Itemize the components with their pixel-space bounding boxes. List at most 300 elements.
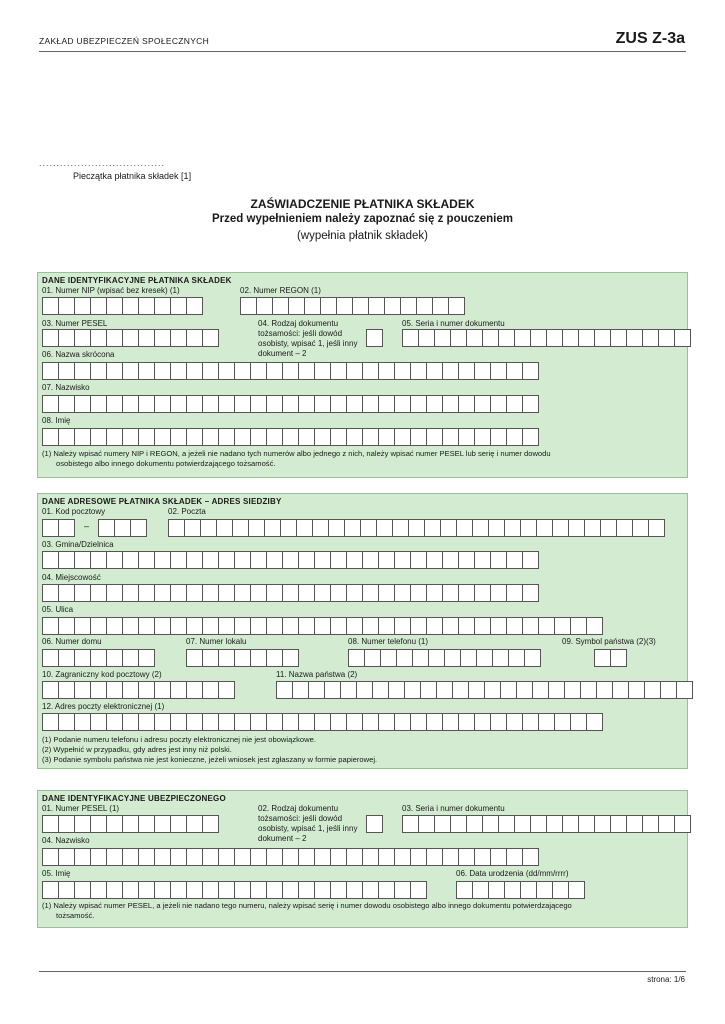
char-cell[interactable] — [90, 584, 106, 602]
char-cell[interactable] — [410, 713, 426, 731]
char-cell[interactable] — [380, 649, 396, 667]
char-cell[interactable] — [106, 362, 122, 380]
char-cell[interactable] — [436, 681, 452, 699]
char-cell[interactable] — [234, 551, 250, 569]
char-cell[interactable] — [490, 848, 506, 866]
short-name-input[interactable] — [42, 362, 539, 380]
char-cell[interactable] — [498, 815, 514, 833]
char-cell[interactable] — [426, 395, 442, 413]
char-cell[interactable] — [404, 681, 420, 699]
char-cell[interactable] — [362, 395, 378, 413]
char-cell[interactable] — [442, 713, 458, 731]
char-cell[interactable] — [218, 551, 234, 569]
char-cell[interactable] — [168, 519, 184, 537]
char-cell[interactable] — [218, 713, 234, 731]
char-cell[interactable] — [74, 848, 90, 866]
char-cell[interactable] — [506, 362, 522, 380]
char-cell[interactable] — [594, 649, 610, 667]
char-cell[interactable] — [658, 329, 674, 347]
char-cell[interactable] — [314, 848, 330, 866]
char-cell[interactable] — [138, 428, 154, 446]
char-cell[interactable] — [154, 815, 170, 833]
char-cell[interactable] — [402, 329, 418, 347]
char-cell[interactable] — [394, 848, 410, 866]
char-cell[interactable] — [676, 681, 693, 699]
char-cell[interactable] — [234, 848, 250, 866]
phone-input[interactable] — [348, 649, 541, 667]
char-cell[interactable] — [58, 881, 74, 899]
char-cell[interactable] — [106, 681, 122, 699]
char-cell[interactable] — [346, 362, 362, 380]
char-cell[interactable] — [320, 297, 336, 315]
char-cell[interactable] — [122, 584, 138, 602]
char-cell[interactable] — [626, 815, 642, 833]
char-cell[interactable] — [186, 297, 203, 315]
char-cell[interactable] — [466, 329, 482, 347]
char-cell[interactable] — [42, 551, 58, 569]
char-cell[interactable] — [42, 519, 58, 537]
char-cell[interactable] — [626, 329, 642, 347]
char-cell[interactable] — [184, 519, 200, 537]
char-cell[interactable] — [314, 713, 330, 731]
char-cell[interactable] — [410, 584, 426, 602]
char-cell[interactable] — [474, 362, 490, 380]
char-cell[interactable] — [578, 815, 594, 833]
char-cell[interactable] — [366, 815, 383, 833]
char-cell[interactable] — [42, 681, 58, 699]
char-cell[interactable] — [378, 428, 394, 446]
char-cell[interactable] — [394, 551, 410, 569]
char-cell[interactable] — [410, 617, 426, 635]
char-cell[interactable] — [642, 815, 658, 833]
char-cell[interactable] — [568, 519, 584, 537]
char-cell[interactable] — [42, 881, 58, 899]
char-cell[interactable] — [362, 617, 378, 635]
char-cell[interactable] — [138, 848, 154, 866]
char-cell[interactable] — [138, 584, 154, 602]
char-cell[interactable] — [234, 617, 250, 635]
char-cell[interactable] — [122, 551, 138, 569]
char-cell[interactable] — [138, 551, 154, 569]
insured-doc-type-input[interactable] — [366, 815, 383, 833]
char-cell[interactable] — [520, 519, 536, 537]
char-cell[interactable] — [202, 713, 218, 731]
char-cell[interactable] — [186, 584, 202, 602]
char-cell[interactable] — [232, 519, 248, 537]
char-cell[interactable] — [506, 848, 522, 866]
char-cell[interactable] — [90, 881, 106, 899]
char-cell[interactable] — [546, 329, 562, 347]
birth-date-input[interactable] — [456, 881, 585, 899]
char-cell[interactable] — [138, 881, 154, 899]
char-cell[interactable] — [298, 848, 314, 866]
char-cell[interactable] — [58, 519, 75, 537]
char-cell[interactable] — [474, 584, 490, 602]
char-cell[interactable] — [362, 584, 378, 602]
char-cell[interactable] — [202, 848, 218, 866]
char-cell[interactable] — [554, 617, 570, 635]
char-cell[interactable] — [522, 713, 538, 731]
char-cell[interactable] — [328, 519, 344, 537]
char-cell[interactable] — [426, 428, 442, 446]
char-cell[interactable] — [416, 297, 432, 315]
regon-input[interactable] — [240, 297, 465, 315]
char-cell[interactable] — [90, 649, 106, 667]
char-cell[interactable] — [522, 848, 539, 866]
char-cell[interactable] — [218, 617, 234, 635]
char-cell[interactable] — [514, 815, 530, 833]
char-cell[interactable] — [200, 519, 216, 537]
char-cell[interactable] — [122, 848, 138, 866]
commune-input[interactable] — [42, 551, 539, 569]
char-cell[interactable] — [410, 848, 426, 866]
char-cell[interactable] — [346, 584, 362, 602]
char-cell[interactable] — [266, 617, 282, 635]
char-cell[interactable] — [546, 815, 562, 833]
char-cell[interactable] — [280, 519, 296, 537]
char-cell[interactable] — [330, 713, 346, 731]
char-cell[interactable] — [106, 584, 122, 602]
char-cell[interactable] — [506, 395, 522, 413]
char-cell[interactable] — [408, 519, 424, 537]
char-cell[interactable] — [450, 815, 466, 833]
char-cell[interactable] — [488, 881, 504, 899]
char-cell[interactable] — [410, 551, 426, 569]
char-cell[interactable] — [628, 681, 644, 699]
char-cell[interactable] — [298, 584, 314, 602]
char-cell[interactable] — [476, 649, 492, 667]
char-cell[interactable] — [522, 617, 538, 635]
char-cell[interactable] — [42, 362, 58, 380]
char-cell[interactable] — [282, 428, 298, 446]
char-cell[interactable] — [170, 362, 186, 380]
char-cell[interactable] — [154, 297, 170, 315]
char-cell[interactable] — [392, 519, 408, 537]
char-cell[interactable] — [474, 428, 490, 446]
char-cell[interactable] — [600, 519, 616, 537]
char-cell[interactable] — [394, 584, 410, 602]
char-cell[interactable] — [426, 713, 442, 731]
char-cell[interactable] — [552, 519, 568, 537]
char-cell[interactable] — [616, 519, 632, 537]
char-cell[interactable] — [154, 848, 170, 866]
char-cell[interactable] — [346, 881, 362, 899]
char-cell[interactable] — [372, 681, 388, 699]
char-cell[interactable] — [186, 649, 202, 667]
char-cell[interactable] — [42, 428, 58, 446]
char-cell[interactable] — [314, 881, 330, 899]
char-cell[interactable] — [522, 584, 539, 602]
char-cell[interactable] — [442, 428, 458, 446]
char-cell[interactable] — [346, 428, 362, 446]
char-cell[interactable] — [610, 649, 627, 667]
char-cell[interactable] — [154, 551, 170, 569]
char-cell[interactable] — [266, 713, 282, 731]
char-cell[interactable] — [578, 329, 594, 347]
char-cell[interactable] — [490, 617, 506, 635]
char-cell[interactable] — [74, 551, 90, 569]
char-cell[interactable] — [264, 519, 280, 537]
char-cell[interactable] — [362, 362, 378, 380]
char-cell[interactable] — [456, 881, 472, 899]
char-cell[interactable] — [266, 395, 282, 413]
char-cell[interactable] — [368, 297, 384, 315]
char-cell[interactable] — [458, 362, 474, 380]
char-cell[interactable] — [400, 297, 416, 315]
char-cell[interactable] — [458, 428, 474, 446]
char-cell[interactable] — [362, 428, 378, 446]
insured-pesel-input[interactable] — [42, 815, 219, 833]
char-cell[interactable] — [42, 395, 58, 413]
char-cell[interactable] — [348, 649, 364, 667]
char-cell[interactable] — [154, 713, 170, 731]
char-cell[interactable] — [482, 329, 498, 347]
char-cell[interactable] — [74, 617, 90, 635]
char-cell[interactable] — [74, 584, 90, 602]
char-cell[interactable] — [508, 649, 524, 667]
char-cell[interactable] — [42, 815, 58, 833]
char-cell[interactable] — [674, 329, 691, 347]
char-cell[interactable] — [170, 551, 186, 569]
char-cell[interactable] — [594, 329, 610, 347]
char-cell[interactable] — [466, 815, 482, 833]
char-cell[interactable] — [570, 713, 586, 731]
char-cell[interactable] — [506, 584, 522, 602]
char-cell[interactable] — [474, 551, 490, 569]
nip-input[interactable] — [42, 297, 203, 315]
char-cell[interactable] — [74, 881, 90, 899]
char-cell[interactable] — [106, 617, 122, 635]
char-cell[interactable] — [442, 584, 458, 602]
char-cell[interactable] — [74, 329, 90, 347]
char-cell[interactable] — [186, 713, 202, 731]
char-cell[interactable] — [410, 362, 426, 380]
char-cell[interactable] — [122, 815, 138, 833]
char-cell[interactable] — [442, 395, 458, 413]
char-cell[interactable] — [330, 362, 346, 380]
country-symbol-input[interactable] — [594, 649, 627, 667]
char-cell[interactable] — [90, 395, 106, 413]
char-cell[interactable] — [524, 649, 541, 667]
char-cell[interactable] — [130, 519, 147, 537]
char-cell[interactable] — [90, 297, 106, 315]
postal-code-part1-input[interactable] — [42, 519, 75, 537]
char-cell[interactable] — [106, 848, 122, 866]
char-cell[interactable] — [458, 617, 474, 635]
char-cell[interactable] — [610, 815, 626, 833]
char-cell[interactable] — [330, 848, 346, 866]
char-cell[interactable] — [594, 815, 610, 833]
insured-surname-input[interactable] — [42, 848, 539, 866]
char-cell[interactable] — [74, 681, 90, 699]
char-cell[interactable] — [106, 713, 122, 731]
char-cell[interactable] — [186, 362, 202, 380]
char-cell[interactable] — [248, 519, 264, 537]
char-cell[interactable] — [170, 297, 186, 315]
char-cell[interactable] — [504, 881, 520, 899]
char-cell[interactable] — [314, 584, 330, 602]
char-cell[interactable] — [536, 519, 552, 537]
char-cell[interactable] — [490, 362, 506, 380]
char-cell[interactable] — [442, 848, 458, 866]
char-cell[interactable] — [384, 297, 400, 315]
char-cell[interactable] — [554, 713, 570, 731]
char-cell[interactable] — [498, 329, 514, 347]
char-cell[interactable] — [482, 815, 498, 833]
char-cell[interactable] — [378, 881, 394, 899]
char-cell[interactable] — [426, 848, 442, 866]
char-cell[interactable] — [234, 649, 250, 667]
char-cell[interactable] — [298, 713, 314, 731]
char-cell[interactable] — [282, 395, 298, 413]
char-cell[interactable] — [362, 848, 378, 866]
char-cell[interactable] — [516, 681, 532, 699]
char-cell[interactable] — [612, 681, 628, 699]
char-cell[interactable] — [474, 713, 490, 731]
char-cell[interactable] — [514, 329, 530, 347]
char-cell[interactable] — [426, 584, 442, 602]
char-cell[interactable] — [394, 428, 410, 446]
char-cell[interactable] — [458, 848, 474, 866]
char-cell[interactable] — [234, 428, 250, 446]
char-cell[interactable] — [658, 815, 674, 833]
char-cell[interactable] — [154, 362, 170, 380]
char-cell[interactable] — [452, 681, 468, 699]
char-cell[interactable] — [138, 713, 154, 731]
char-cell[interactable] — [564, 681, 580, 699]
char-cell[interactable] — [378, 584, 394, 602]
char-cell[interactable] — [138, 815, 154, 833]
char-cell[interactable] — [314, 362, 330, 380]
char-cell[interactable] — [378, 713, 394, 731]
char-cell[interactable] — [456, 519, 472, 537]
char-cell[interactable] — [42, 848, 58, 866]
char-cell[interactable] — [202, 681, 218, 699]
char-cell[interactable] — [58, 297, 74, 315]
char-cell[interactable] — [426, 551, 442, 569]
char-cell[interactable] — [58, 649, 74, 667]
char-cell[interactable] — [472, 519, 488, 537]
char-cell[interactable] — [426, 362, 442, 380]
char-cell[interactable] — [442, 617, 458, 635]
char-cell[interactable] — [186, 848, 202, 866]
char-cell[interactable] — [448, 297, 465, 315]
char-cell[interactable] — [234, 713, 250, 731]
char-cell[interactable] — [186, 551, 202, 569]
char-cell[interactable] — [266, 584, 282, 602]
char-cell[interactable] — [450, 329, 466, 347]
char-cell[interactable] — [266, 881, 282, 899]
char-cell[interactable] — [432, 297, 448, 315]
char-cell[interactable] — [216, 519, 232, 537]
char-cell[interactable] — [474, 395, 490, 413]
char-cell[interactable] — [402, 815, 418, 833]
char-cell[interactable] — [586, 617, 603, 635]
char-cell[interactable] — [378, 617, 394, 635]
char-cell[interactable] — [362, 551, 378, 569]
char-cell[interactable] — [440, 519, 456, 537]
char-cell[interactable] — [234, 395, 250, 413]
char-cell[interactable] — [378, 551, 394, 569]
char-cell[interactable] — [74, 428, 90, 446]
char-cell[interactable] — [170, 617, 186, 635]
char-cell[interactable] — [562, 815, 578, 833]
post-office-input[interactable] — [168, 519, 665, 537]
char-cell[interactable] — [394, 617, 410, 635]
char-cell[interactable] — [90, 617, 106, 635]
char-cell[interactable] — [202, 617, 218, 635]
doc-number-input[interactable] — [402, 329, 691, 347]
char-cell[interactable] — [90, 428, 106, 446]
char-cell[interactable] — [106, 551, 122, 569]
char-cell[interactable] — [90, 329, 106, 347]
char-cell[interactable] — [74, 395, 90, 413]
char-cell[interactable] — [138, 362, 154, 380]
char-cell[interactable] — [186, 815, 202, 833]
char-cell[interactable] — [122, 649, 138, 667]
char-cell[interactable] — [276, 681, 292, 699]
char-cell[interactable] — [202, 428, 218, 446]
char-cell[interactable] — [90, 848, 106, 866]
char-cell[interactable] — [90, 815, 106, 833]
char-cell[interactable] — [218, 848, 234, 866]
char-cell[interactable] — [642, 329, 658, 347]
char-cell[interactable] — [202, 329, 219, 347]
char-cell[interactable] — [490, 428, 506, 446]
char-cell[interactable] — [154, 617, 170, 635]
char-cell[interactable] — [522, 395, 539, 413]
char-cell[interactable] — [282, 551, 298, 569]
char-cell[interactable] — [154, 881, 170, 899]
char-cell[interactable] — [506, 428, 522, 446]
char-cell[interactable] — [362, 713, 378, 731]
char-cell[interactable] — [520, 881, 536, 899]
country-name-input[interactable] — [276, 681, 693, 699]
char-cell[interactable] — [330, 428, 346, 446]
char-cell[interactable] — [58, 848, 74, 866]
char-cell[interactable] — [266, 848, 282, 866]
doc-type-input[interactable] — [366, 329, 383, 347]
char-cell[interactable] — [434, 815, 450, 833]
char-cell[interactable] — [364, 649, 380, 667]
char-cell[interactable] — [170, 584, 186, 602]
char-cell[interactable] — [538, 713, 554, 731]
char-cell[interactable] — [58, 713, 74, 731]
first-name-input[interactable] — [42, 428, 539, 446]
char-cell[interactable] — [346, 713, 362, 731]
char-cell[interactable] — [42, 329, 58, 347]
char-cell[interactable] — [202, 815, 219, 833]
char-cell[interactable] — [352, 297, 368, 315]
char-cell[interactable] — [250, 713, 266, 731]
char-cell[interactable] — [202, 551, 218, 569]
char-cell[interactable] — [122, 395, 138, 413]
char-cell[interactable] — [340, 681, 356, 699]
char-cell[interactable] — [240, 297, 256, 315]
char-cell[interactable] — [426, 617, 442, 635]
char-cell[interactable] — [106, 649, 122, 667]
char-cell[interactable] — [266, 428, 282, 446]
char-cell[interactable] — [418, 329, 434, 347]
street-input[interactable] — [42, 617, 603, 635]
char-cell[interactable] — [106, 428, 122, 446]
char-cell[interactable] — [90, 551, 106, 569]
char-cell[interactable] — [218, 681, 235, 699]
char-cell[interactable] — [410, 395, 426, 413]
char-cell[interactable] — [346, 395, 362, 413]
char-cell[interactable] — [504, 519, 520, 537]
char-cell[interactable] — [522, 428, 539, 446]
